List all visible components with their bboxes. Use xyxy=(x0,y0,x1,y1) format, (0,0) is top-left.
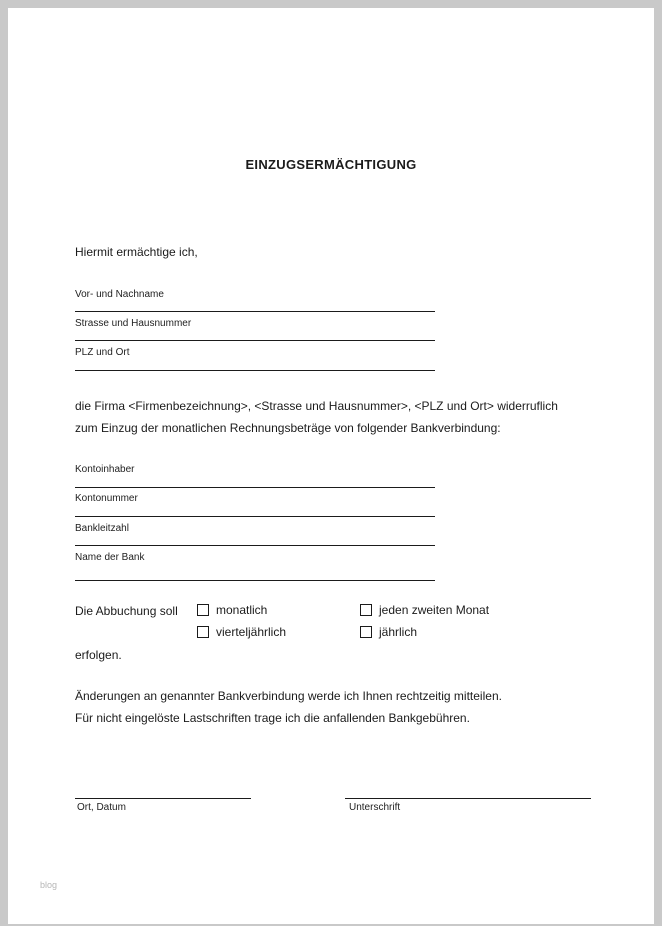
field-line-bankleitzahl xyxy=(75,545,435,546)
field-line-name-der-bank xyxy=(75,580,435,581)
frequency-prefix: Die Abbuchung soll xyxy=(75,604,178,618)
field-label-bankleitzahl: Bankleitzahl xyxy=(75,523,129,534)
checkbox-label-jaehrlich: jährlich xyxy=(379,625,418,639)
frequency-option-jaehrlich xyxy=(360,625,417,639)
field-line-plz-und-ort xyxy=(75,370,435,371)
checkbox-jaehrlich[interactable] xyxy=(360,626,372,638)
field-label-kontoinhaber: Kontoinhaber xyxy=(75,464,135,475)
checkbox-label-vierteljaehrlich: vierteljährlich xyxy=(216,625,287,639)
checkbox-label-jeden-zweiten-monat: jeden zweiten Monat xyxy=(379,603,490,617)
checkbox-monatlich[interactable] xyxy=(197,604,209,616)
authorization-line-2: zum Einzug der monatlichen Rechnungsbeträge von folgender Bankverbindung: xyxy=(75,421,501,435)
frequency-option-jeden-zweiten-monat xyxy=(360,603,489,617)
signature-label-ort-datum: Ort, Datum xyxy=(77,802,126,813)
field-label-kontonummer: Kontonummer xyxy=(75,493,138,504)
checkbox-jeden-zweiten-monat[interactable] xyxy=(360,604,372,616)
signature-line-ort-datum xyxy=(75,798,251,799)
intro-text: Hiermit ermächtige ich, xyxy=(75,245,198,259)
field-line-strasse-und-hausnummer xyxy=(75,340,435,341)
field-label-strasse-und-hausnummer: Strasse und Hausnummer xyxy=(75,318,192,329)
signature-label-unterschrift: Unterschrift xyxy=(349,802,401,813)
field-label-vor-und-nachname: Vor- und Nachname xyxy=(75,289,164,300)
field-line-kontoinhaber xyxy=(75,487,435,488)
frequency-option-vierteljaehrlich xyxy=(197,625,286,639)
field-label-plz-und-ort: PLZ und Ort xyxy=(75,347,130,358)
field-line-vor-und-nachname xyxy=(75,311,435,312)
note-bankverbindung: Änderungen an genannter Bankverbindung werde ich Ihnen rechtzeitig mitteilen. xyxy=(75,689,502,703)
signature-line-unterschrift xyxy=(345,798,591,799)
document-title: EINZUGSERMÄCHTIGUNG xyxy=(245,157,417,172)
field-label-name-der-bank: Name der Bank xyxy=(75,552,145,563)
checkbox-vierteljaehrlich[interactable] xyxy=(197,626,209,638)
checkbox-label-monatlich: monatlich xyxy=(216,603,268,617)
frequency-suffix: erfolgen. xyxy=(75,648,122,662)
frequency-option-monatlich xyxy=(197,603,267,617)
field-line-kontonummer xyxy=(75,516,435,517)
watermark-text: blog xyxy=(40,880,58,890)
document-page xyxy=(8,8,654,924)
authorization-line-1: die Firma <Firmenbezeichnung>, <Strasse und Hausnummer>, <PLZ und Ort> widerruflich xyxy=(75,399,558,413)
note-lastschriften: Für nicht eingelöste Lastschriften trage ich die anfallenden Bankgebühren. xyxy=(75,711,470,725)
